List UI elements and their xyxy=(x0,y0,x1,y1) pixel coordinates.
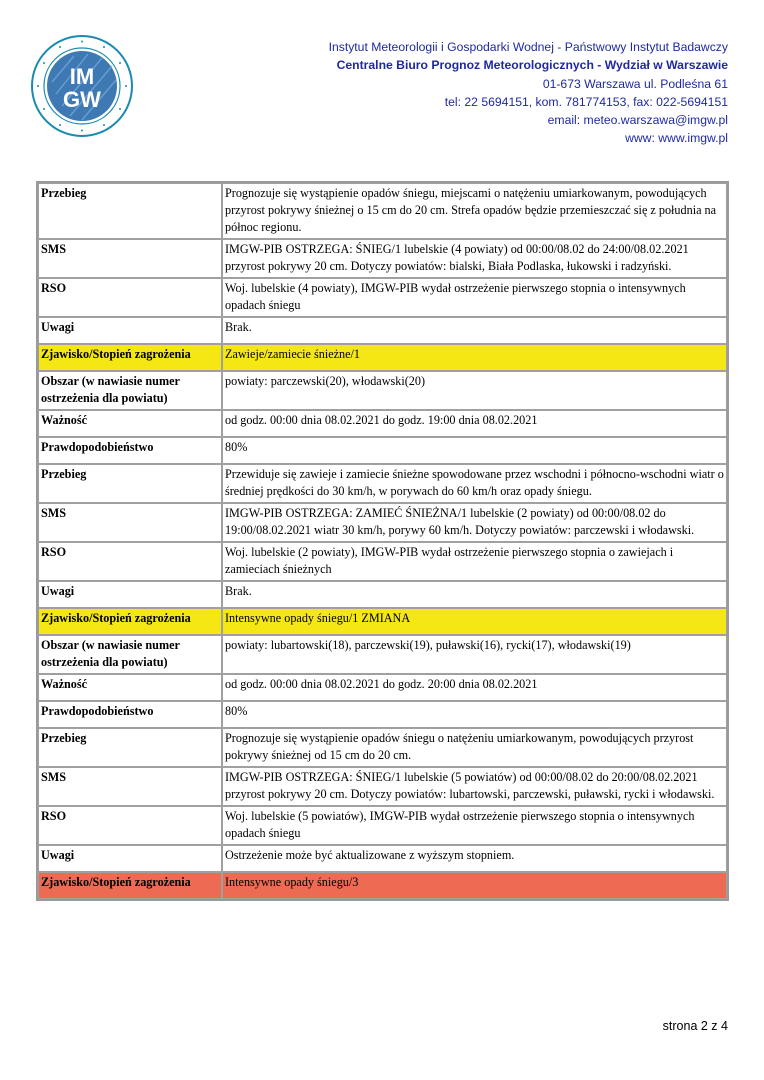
row-label: Przebieg xyxy=(38,183,222,239)
row-value: Ostrzeżenie może być aktualizowane z wyższym stopniem. xyxy=(222,845,727,872)
row-value: Prognozuje się wystąpienie opadów śniegu o natężeniu umiarkowanym, powodujących przyrost pokrywy śnieżnej od 15 cm do 20 cm. xyxy=(222,728,727,767)
row-label: Prawdopodobieństwo xyxy=(38,437,222,464)
row-label: RSO xyxy=(38,806,222,845)
imgw-logo xyxy=(30,34,134,138)
row-label: RSO xyxy=(38,278,222,317)
row-label: Ważność xyxy=(38,674,222,701)
header-email: email: meteo.warszawa@imgw.pl xyxy=(547,113,728,128)
row-label: Ważność xyxy=(38,410,222,437)
row-value: IMGW-PIB OSTRZEGA: ŚNIEG/1 lubelskie (5 powiatów) od 00:00/08.02 do 20:00/08.02.2021 przyrost pokrywy 20 cm. Dotyczy powiatów: lubartowski, parczewski, puławski, rycki i włodawski. xyxy=(222,767,727,806)
row-value: od godz. 00:00 dnia 08.02.2021 do godz. 20:00 dnia 08.02.2021 xyxy=(222,674,727,701)
row-label: Zjawisko/Stopień zagrożenia xyxy=(38,608,222,635)
table-row-phenomenon xyxy=(38,872,727,899)
row-value: Woj. lubelskie (2 powiaty), IMGW-PIB wydał ostrzeżenie pierwszego stopnia o zawiejach i zamieciach śnieżnych xyxy=(222,542,727,581)
table-row xyxy=(38,239,727,278)
row-label: SMS xyxy=(38,767,222,806)
row-value: Intensywne opady śniegu/1 ZMIANA xyxy=(222,608,727,635)
table-row xyxy=(38,503,727,542)
warning-table xyxy=(36,181,729,901)
header-institute: Instytut Meteorologii i Gospodarki Wodnej - Państwowy Instytut Badawczy xyxy=(328,40,728,54)
table-row-phenomenon xyxy=(38,608,727,635)
table-row xyxy=(38,464,727,503)
table-row xyxy=(38,674,727,701)
row-label: Uwagi xyxy=(38,317,222,344)
table-row xyxy=(38,437,727,464)
table-row xyxy=(38,371,727,410)
svg-text:IM: IM xyxy=(69,64,95,89)
row-value: powiaty: lubartowski(18), parczewski(19), puławski(16), rycki(17), włodawski(19) xyxy=(222,635,727,674)
row-value: powiaty: parczewski(20), włodawski(20) xyxy=(222,371,727,410)
row-value: Brak. xyxy=(222,581,727,608)
row-value: od godz. 00:00 dnia 08.02.2021 do godz. 19:00 dnia 08.02.2021 xyxy=(222,410,727,437)
row-value: Prognozuje się wystąpienie opadów śniegu, miejscami o natężeniu umiarkowanym, powodujących przyrost pokrywy śnieżnej o 15 cm do 20 cm. Strefa opadów będzie przemieszczać się z południa na północ regionu. xyxy=(222,183,727,239)
header-phone: tel: 22 5694151, kom. 781774153, fax: 022-5694151 xyxy=(444,94,728,109)
table-row xyxy=(38,581,727,608)
header-www: www: www.imgw.pl xyxy=(625,131,728,146)
table-row xyxy=(38,542,727,581)
row-value: Woj. lubelskie (4 powiaty), IMGW-PIB wydał ostrzeżenie pierwszego stopnia o intensywnych opadach śniegu xyxy=(222,278,727,317)
row-label: Przebieg xyxy=(38,728,222,767)
table-row xyxy=(38,845,727,872)
table-row xyxy=(38,317,727,344)
table-row-phenomenon xyxy=(38,344,727,371)
page-number: strona 2 z 4 xyxy=(662,1019,728,1033)
row-label: SMS xyxy=(38,503,222,542)
row-label: Zjawisko/Stopień zagrożenia xyxy=(38,344,222,371)
table-row xyxy=(38,183,727,239)
row-value: 80% xyxy=(222,701,727,728)
row-label: Uwagi xyxy=(38,581,222,608)
header-address: 01-673 Warszawa ul. Podleśna 61 xyxy=(542,76,728,91)
table-row xyxy=(38,728,727,767)
table-row xyxy=(38,278,727,317)
row-value: Zawieje/zamiecie śnieżne/1 xyxy=(222,344,727,371)
row-label: Prawdopodobieństwo xyxy=(38,701,222,728)
table-row xyxy=(38,806,727,845)
row-label: SMS xyxy=(38,239,222,278)
row-value: Brak. xyxy=(222,317,727,344)
row-value: Woj. lubelskie (5 powiatów), IMGW-PIB wydał ostrzeżenie pierwszego stopnia o intensywnych opadach śniegu xyxy=(222,806,727,845)
table-row xyxy=(38,701,727,728)
row-label: Obszar (w nawiasie numer ostrzeżenia dla powiatu) xyxy=(38,371,222,410)
row-value: Intensywne opady śniegu/3 xyxy=(222,872,727,899)
row-value: Przewiduje się zawieje i zamiecie śnieżne spowodowane przez wschodni i północno-wschodni wiatr o średniej prędkości do 30 km/h, w porywach do 60 km/h oraz opady śniegu. xyxy=(222,464,727,503)
table-row xyxy=(38,410,727,437)
row-label: Obszar (w nawiasie numer ostrzeżenia dla powiatu) xyxy=(38,635,222,674)
row-label: Przebieg xyxy=(38,464,222,503)
row-value: 80% xyxy=(222,437,727,464)
table-row xyxy=(38,635,727,674)
row-value: IMGW-PIB OSTRZEGA: ZAMIEĆ ŚNIEŻNA/1 lubelskie (2 powiaty) od 00:00/08.02 do 19:00/08.02.2021 wiatr 30 km/h, porywy 60 km/h. Dotyczy powiatów: parczewski i włodawski. xyxy=(222,503,727,542)
row-label: RSO xyxy=(38,542,222,581)
header-bureau: Centralne Biuro Prognoz Meteorologicznych - Wydział w Warszawie xyxy=(336,58,728,73)
table-row xyxy=(38,767,727,806)
svg-text:GW: GW xyxy=(63,87,101,112)
row-label: Zjawisko/Stopień zagrożenia xyxy=(38,872,222,899)
row-label: Uwagi xyxy=(38,845,222,872)
row-value: IMGW-PIB OSTRZEGA: ŚNIEG/1 lubelskie (4 powiaty) od 00:00/08.02 do 24:00/08.02.2021 przyrost pokrywy 20 cm. Dotyczy powiatów: bialski, Biała Podlaska, łukowski i radzyński. xyxy=(222,239,727,278)
institution-header xyxy=(329,38,728,148)
